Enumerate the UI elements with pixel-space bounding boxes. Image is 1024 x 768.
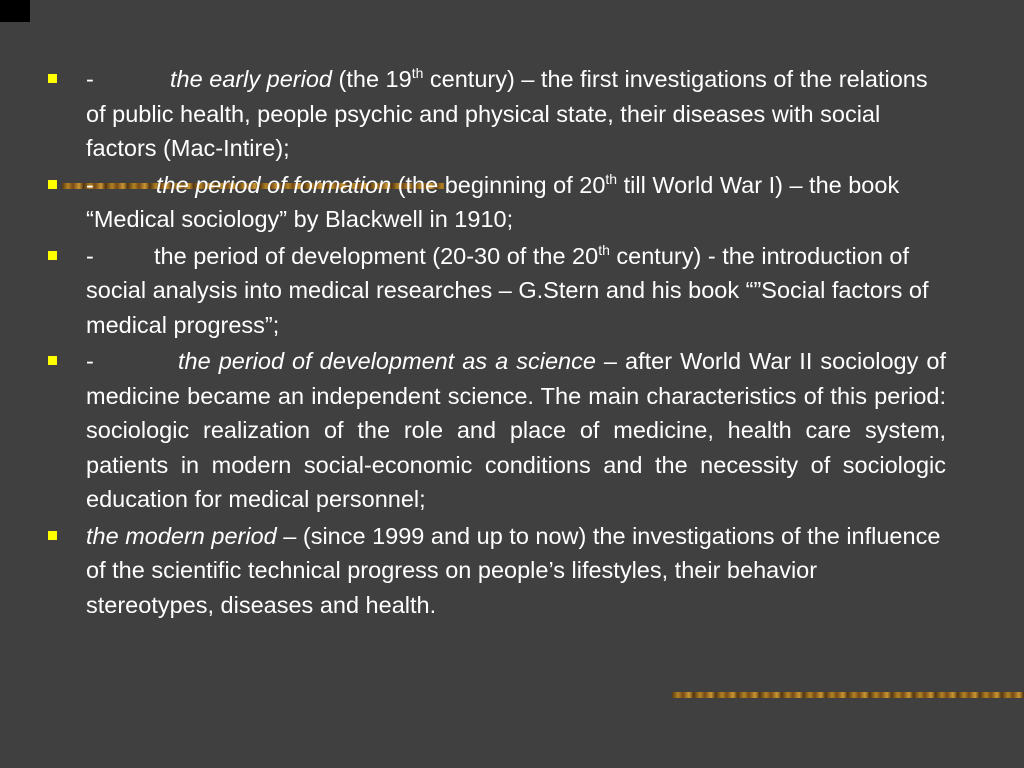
bullet-text: – (since 1999 and up to now) the investigations of the influence of the scientific technical progress on people’s lifestyles, their behavior stereotypes, diseases and health. (86, 522, 941, 618)
square-bullet-icon (48, 180, 57, 189)
superscript: th (598, 241, 610, 258)
square-bullet-icon (48, 74, 57, 83)
bullet-list (48, 62, 946, 622)
square-bullet-icon (48, 531, 57, 540)
bullet-text-cont: till World War I) – the book “Medical sociology” by Blackwell in 1910; (86, 171, 900, 232)
bullet-modern-period (48, 519, 946, 623)
period-name: the period of development as a science (178, 348, 596, 374)
bullet-period-of-formation (48, 168, 946, 237)
bullet-text: the period of development (20-30 of the 20 (154, 242, 599, 269)
bullet-dash: - (86, 66, 94, 92)
corner-decoration (0, 0, 30, 22)
bullet-text: (the 19 (332, 66, 412, 92)
bullet-dash: - (86, 348, 94, 374)
bullet-dash: - (86, 171, 94, 198)
bullet-text: (the beginning of 20 (391, 171, 606, 198)
bullet-early-period (48, 62, 946, 166)
bullet-development-as-science (48, 344, 946, 517)
bullet-dash: - (86, 242, 94, 269)
superscript: th (605, 170, 618, 187)
bullet-period-of-development (48, 239, 946, 343)
superscript: th (411, 65, 424, 81)
bullet-text: – after World War II sociology of medicine became an independent science. The main characteristics of this period: sociologic realization of the role and place of medicine, health care system, patients in modern social-economic conditions and the necessity of sociologic education for medical personnel; (86, 348, 946, 512)
period-name: the early period (170, 66, 332, 92)
square-bullet-icon (48, 251, 57, 260)
period-name: the period of formation (156, 171, 392, 198)
bullet-text-cont: century) – the first investigations of the relations of public health, people psychic and physical state, their diseases with social factors (Mac-Intire); (86, 66, 928, 161)
square-bullet-icon (48, 356, 57, 365)
decorative-stripe-bottom (672, 692, 1024, 698)
slide-body (48, 62, 946, 624)
period-name: the modern period (86, 522, 277, 549)
bullet-text-cont: century) - the introduction of social analysis into medical researches – G.Stern and his book “”Social factors of medical progress”; (86, 242, 929, 338)
